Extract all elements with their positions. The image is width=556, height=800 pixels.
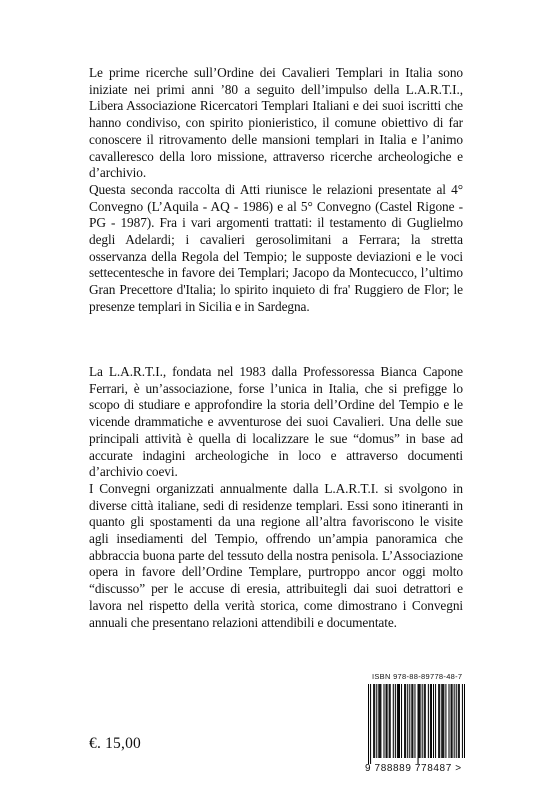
barcode-bar <box>419 684 420 758</box>
barcode-bar <box>443 684 444 758</box>
barcode-bar <box>409 684 410 758</box>
barcode-bar <box>442 684 443 758</box>
barcode-bar <box>458 684 459 758</box>
barcode-bar <box>462 684 463 758</box>
barcode-bar <box>387 684 388 758</box>
barcode-bar <box>451 684 452 758</box>
barcode-bar <box>425 684 426 758</box>
barcode-bar <box>401 684 402 758</box>
isbn-label: ISBN 978-88-89778-48-7 <box>372 672 463 681</box>
blurb-paragraph: Questa seconda raccolta di Atti riunisce le relazioni presentate al 4° Convegno (L’Aquila - AQ - 1986) e al 5° Convegno (Castel Rigone - PG - 1987). Fra i vari argomenti trattati: il testamento di Guglielmo degli Adelardi; i cavalieri gerosolimitani a Ferrara; la stretta osservanza della Regola del Tempio; le supposte deviazioni e le voci settecentesche in favore dei Templari; Jacopo da Montecucco, l’ultimo Gran Precettore d'Italia; lo spirito inquieto di fra' Ruggiero de Flor; le presenze templari in Sicilia e in Sardegna. <box>89 181 463 314</box>
barcode-bar <box>445 684 446 758</box>
barcode-bar <box>448 684 449 758</box>
isbn-barcode <box>365 672 470 778</box>
barcode-bar <box>368 684 369 764</box>
barcode-bar <box>438 684 439 758</box>
barcode-bar <box>376 684 377 758</box>
barcode-bar <box>390 684 391 758</box>
barcode-bar <box>389 684 390 758</box>
ean-digits: 9 788889 778487 > <box>365 763 462 774</box>
barcode-bar <box>379 684 380 758</box>
barcode-bar <box>428 684 429 758</box>
blurb-paragraph: Le prime ricerche sull’Ordine dei Cavalieri Templari in Italia sono iniziate nei primi anni ’80 a seguito dell’impulso della L.A.R.T.I., Libera Associazione Ricercatori Templari Italiani e dei suoi iscritti che hanno condiviso, con spirito pionieristico, il comune obiettivo di far conoscere il ritrovamento delle mansioni templari in Italia e l’animo cavalleresco della loro missione, attraverso ricerche archeologiche e d’archivio. <box>89 65 463 181</box>
about-paragraph: I Convegni organizzati annualmente dalla L.A.R.T.I. si svolgono in diverse città italiane, sedi di residenze templari. Essi sono itineranti in quanto gli spostamenti da una regione all’altra favoriscono le visite agli insediamenti del Tempio, offrendo un’ampia panoramica che abbraccia buona parte del tessuto della nostra penisola. L’Associazione opera in favore dell’Ordine Templare, purtroppo ancor oggi molto “discusso” per le accuse di eresia, attribuitegli dai suoi detrattori e lavora nel rispetto della verità storica, come dimostrano i Convegni annuali che presentano relazioni attendibili e documentate. <box>89 480 463 630</box>
barcode-bar <box>456 684 457 758</box>
barcode-bar <box>397 684 398 758</box>
barcode-bar <box>433 684 434 758</box>
barcode-bar <box>405 684 406 758</box>
about-paragraph: La L.A.R.T.I., fondata nel 1983 dalla Professoressa Bianca Capone Ferrari, è un’associazione, forse l’unica in Italia, che si prefigge lo scopo di studiare e approfondire la storia dell’Ordine del Tempio e le vicende drammatiche e avventurose dei suoi Cavalieri. Una delle sue principali attività è quella di localizzare le sue “domus” in base ad accurate indagini archeologiche in loco e attraverso documenti d’archivio coevi. <box>89 364 463 480</box>
barcode-bar <box>435 684 436 758</box>
barcode-bar <box>439 684 440 758</box>
blurb-section <box>89 65 463 316</box>
barcode-bar <box>404 684 405 758</box>
barcode-bar <box>454 684 455 758</box>
barcode-bar <box>370 684 371 764</box>
barcode-bar <box>430 684 431 758</box>
barcode-bar <box>378 684 379 758</box>
barcode-bar <box>418 684 419 764</box>
barcode-bar <box>459 684 460 758</box>
barcode-bar <box>441 684 442 758</box>
barcode-bar <box>393 684 394 758</box>
barcode-bar <box>386 684 387 758</box>
barcode-bar <box>412 684 413 758</box>
barcode-bar <box>373 684 374 758</box>
barcode-bar <box>399 684 400 758</box>
barcode-bar <box>452 684 453 758</box>
barcode-bar <box>424 684 425 758</box>
barcode-bar <box>374 684 375 758</box>
barcode-bar <box>398 684 399 758</box>
barcode-bar <box>383 684 384 758</box>
barcode-bar <box>414 684 415 758</box>
barcode-bar <box>407 684 408 758</box>
barcode-bar <box>420 684 421 758</box>
barcode-bar <box>464 684 465 758</box>
barcode-bar <box>422 684 423 758</box>
barcode-bar <box>380 684 381 758</box>
price-label: €. 15,00 <box>89 735 141 752</box>
barcode-bar <box>431 684 432 758</box>
barcode-bar <box>395 684 396 758</box>
barcode-bar <box>411 684 412 758</box>
barcode-bars <box>368 684 465 764</box>
about-section <box>89 364 463 631</box>
